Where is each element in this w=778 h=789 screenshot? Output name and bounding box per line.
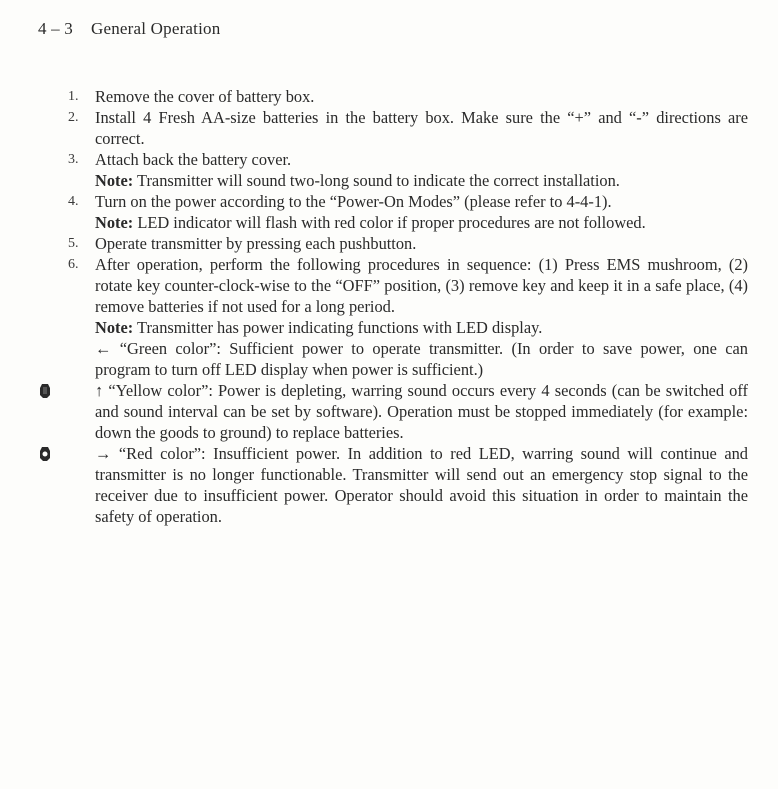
note-label: Note: — [95, 213, 134, 232]
black-bullet-icon — [39, 383, 51, 399]
note-label: Note: — [95, 171, 134, 190]
step-text: After operation, perform the following procedures in sequence: (1) Press EMS mushroom, (2) rotate key counter-clock-wise to the “OFF” position, (3) remove key and keep it in a safe place, (4) remove batteries if not used for a long period. — [95, 255, 748, 316]
step-note — [95, 170, 748, 191]
step-text: Install 4 Fresh AA-size batteries in the battery box. Make sure the “+” and “-” directions are correct. — [95, 108, 748, 148]
step-4 — [68, 191, 748, 233]
step-1 — [68, 86, 748, 107]
black-bullet-icon — [39, 446, 51, 462]
indicator-text: → “Red color”: Insufficient power. In addition to red LED, warring sound will continue and transmitter is no longer functionable. Transmitter will send out an emergency stop signal to the receiver due to insufficient power. Operator should avoid this situation in order to maintain the safety of operation. — [95, 444, 748, 526]
step-text: Remove the cover of battery box. — [95, 87, 315, 106]
step-text: Attach back the battery cover. — [95, 150, 292, 169]
section-heading — [38, 19, 220, 39]
step-note — [95, 317, 748, 338]
section-number: 4 – 3 — [38, 19, 73, 38]
step-number: 2. — [68, 110, 79, 125]
step-number: 3. — [68, 152, 79, 167]
note-text: Transmitter has power indicating functions with LED display. — [133, 318, 543, 337]
indicator-yellow — [95, 380, 748, 443]
step-3 — [68, 149, 748, 191]
step-2 — [68, 107, 748, 149]
indicator-green — [95, 338, 748, 380]
note-text: Transmitter will sound two-long sound to indicate the correct installation. — [133, 171, 620, 190]
step-number: 5. — [68, 236, 79, 251]
step-number: 4. — [68, 194, 79, 209]
step-number: 1. — [68, 89, 79, 104]
step-6 — [68, 254, 748, 527]
step-5 — [68, 233, 748, 254]
step-number: 6. — [68, 257, 79, 272]
indicator-text: ← “Green color”: Sufficient power to operate transmitter. (In order to save power, one can program to turn off LED display when power is sufficient.) — [95, 339, 748, 379]
indicator-red — [95, 443, 748, 527]
section-title: General Operation — [91, 19, 221, 38]
note-text: LED indicator will flash with red color if proper procedures are not followed. — [133, 213, 646, 232]
procedure-list — [68, 86, 748, 527]
indicator-text: ↑ “Yellow color”: Power is depleting, warring sound occurs every 4 seconds (can be switched off and sound interval can be set by software). Operation must be stopped immediately (for example: down the goods to ground) to replace batteries. — [95, 381, 748, 442]
note-label: Note: — [95, 318, 134, 337]
step-text: Operate transmitter by pressing each pushbutton. — [95, 234, 417, 253]
step-text: Turn on the power according to the “Power-On Modes” (please refer to 4-4-1). — [95, 192, 612, 211]
step-note — [95, 212, 748, 233]
